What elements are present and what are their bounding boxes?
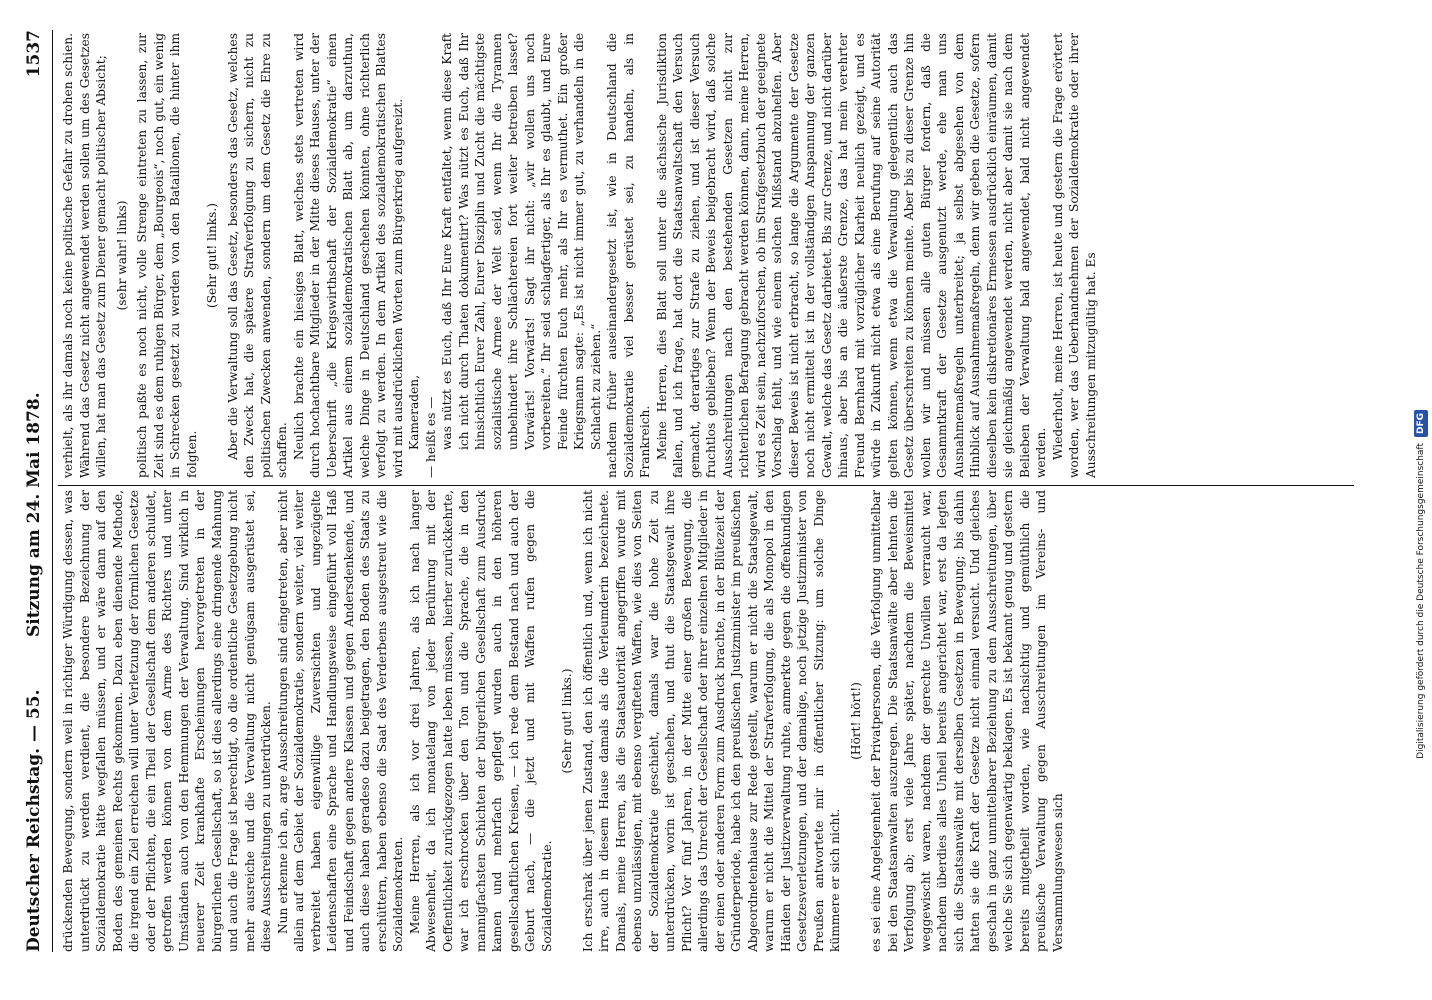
paragraph: drückenden Bewegung, sondern weil in richtiger Würdigung dessen, was unterdrückt zu werden verdient, die besondere Bezeichnung der Sozialdemokratie hätte wegfallen müssen, und er wäre dann auf den Boden des gemeinen Rechts gekommen. Dazu eben dienende Methode, die irgend ein Ziel erreichen will unter Verletzung der förmlichen Gesetze oder der Pflichten, die ein Theil der Gesellschaft dem anderen schuldet, getroffen werden können von dem Arme des Richters und unter Umständen auch von den Hemmungen der Verwaltung. Sind wirklich in neuerer Zeit krankhafte Erscheinungen hervorgetreten in der bürgerlichen Gesellschaft, so ist dies allerdings eine dringende Mahnung und auch die Frage ist berechtigt, ob die ordentliche Gesetzgebung nicht mehr ausreiche und die Verwaltung nicht genügsam ausgerüstet sei, diese Ausschreitungen zu unterdrücken. [61, 490, 273, 952]
column-divider [58, 485, 1354, 486]
quote-lead: — heißt es — [423, 396, 438, 478]
interjection: (Sehr gut! links.) [560, 668, 574, 774]
interjection: (sehr wahr! links) [114, 200, 129, 311]
dfg-logo: DFG [1414, 410, 1428, 437]
left-text-column [60, 490, 1354, 952]
paragraph: Meine Herren, dies Blatt soll unter die sächsische Jurisdiktion fallen, und ich frage, hat dort die Staatsanwaltschaft den Versuch gemacht, derartiges zur Strafe zu ziehen, und ist dieser Versuch fruchtlos geblieben? Wenn der Beweis beigebracht wird, daß solche Ausschreitungen nach den bestehenden Gesetzen nicht zur richterlichen Befragung gebracht werden können, dann, meine Herren, wird es Zeit sein, nachzuforschen, ob im Strafgesetzbuch der geeignete Vorschlag fehlt, und wie einem solchen Mißstand abzuhelfen. Aber dieser Beweis ist nicht erbracht, so lange die Argumente der Gesetze noch nicht ermittelt ist in der vollständigen Anspannung der ganzen Gewalt, welche das Gesetz darbietet. Bis zur Grenze, und nicht darüber hinaus, aber bis an die äußerste Grenze, das hat mein verehrter Freund Bernhard mit vorzüglicher Klarheit neulich gezeigt, und es würde in Zukunft nicht etwa als eine Berufung auf seine Autorität gelten können, wenn etwa die Verwaltung gelegentlich auch das Gesetz überschreiten zu können meinte. Aber bis zu dieser Grenze hin wollen wir und müssen alle guten Bürger fordern, daß die Gesammtkraft der Gesetze ausgenutzt werde, ehe man uns Ausnahmemaßregeln unterbreitet; ja selbst abgesehen von dem Hinblick auf Ausnahmemaßregeln, denn wir geben die Gesetze, sofern dieselben kein diskretionäres Ermessen ausdrücklich einräumen, damit sie gleichmäßig angewendet werden, nicht aber damit sie nach dem Belieben der Verwaltung bald angewendet, bald nicht angewendet werden. [654, 33, 1048, 478]
header-publication: Deutscher Reichstag. — 55. [24, 689, 44, 952]
paragraph: Meine Herren, als ich vor drei Jahren, als ich nach langer Abwesenheit, da ich monatelang von jeder Berührung mit der Oeffentlichkeit zurückgezogen hatte leben müssen, hierher zurückkehrte, war ich erschrocken über den Ton und die Sprache, die in den mannigfachsten Schichten der bürgerlichen Gesellschaft zum Ausdruck kamen und mehrfach gepflegt wurden auch in den höheren gesellschaftlichen Kreisen, — ich rede dem Bestand nach und auch der Geburt nach, — die jetzt und mit Waffen rufen gegen die Sozialdemokratie. [407, 490, 554, 952]
right-text-column [60, 33, 1354, 478]
quote-text: was nützt es Euch, daß Ihr Eure Kraft entfaltet, wenn diese Kraft ich nicht durch Thaten dokumentirt? Was nützt es Euch, daß Ihr hinsichtlich Eurer Zahl, Eurer Disziplin und Zucht die mächtigste sozialistische Armee der Welt seid, wenn Ihr die Tyrannen unbehindert ihre Schlächtereien fort weiter betreiben lasset? Vorwärts! Vorwärts! Sagt ihr nicht: „wir wollen uns noch vorbereiten.“ Ihr seid schlagfertiger, als Ihr es glaubt, und Eure Feinde fürchten Euch mehr, als Ihr es vermuthet. Ein großer Kriegsmann sagte: „Es ist nicht immer gut, zu verhandeln in die Schlacht zu ziehen.“ [440, 33, 603, 450]
paragraph: es sei eine Angelegenheit der Privatpersonen, die Verfolgung unmittelbar bei den Staatsanwalten auszuregen. Die Staatsanwälte aber lehnten die Verfolgung ab; erst viele Jahre später, nachdem die Beweismittel weggewischt waren, nachdem der gerechte Unwillen verraucht war, nachdem überdies alles Unheil bereits angerichtet war, erst da legten sich die Staatsanwälte mit derselben Gesetzen in Bewegung; bis dahin hatten sie die Kraft der Gesetze nicht einmal versucht. Und gleiches geschah in ganz unmittelbarer Beziehung zu dem Ausschreitungen, über welche Sie sich gegenwärtig beklagen. Es ist bekannt genug und gestern bereits mitgetheilt worden, wie nachsichtig und gemüthlich die preußische Verwaltung gegen Ausschreitungen im Vereins- und Versammlungswesen sich [869, 490, 1065, 952]
paragraph: politisch paßte es noch nicht, volle Strenge eintreten zu lassen, zur Zeit sind es dem ruhigen Bürger, dem „Bourgeois“, noch gut, ein wenig in Schrecken gesetzt zu werden von den Bataillonen, die hinter ihm folgten. [135, 33, 199, 478]
page-header [22, 30, 53, 952]
header-page-number: 1537 [24, 30, 44, 78]
header-session-date: Sitzung am 24. Mai 1878. [24, 392, 44, 637]
interjection: (Hört! hört!) [848, 682, 863, 760]
paragraph: nachdem früher auseinandergesetzt ist, wie in Deutschland die Sozialdemokratie viel besser gerüstet sei, zu handeln, als in Frankreich. [605, 33, 652, 478]
quote-salutation: Kameraden, [407, 375, 421, 450]
paragraph: Neulich brachte ein hiesiges Blatt, welches stets vertreten wird durch hochachtbare Mitglieder in der Mitte dieses Hauses, unter der Ueberschrift „die Kriegswirthschaft der Sozialdemokratie“ einen Artikel aus einem sozialdemokratischen Blatt ab, um darzuthun, welche Dinge in Deutschland geschehen könnten, ohne richterlich verfolgt zu werden. In dem Artikel des sozialdemokratischen Blattes wird mit ausdrücklichen Worten zum Bürgerkrieg aufgereizt. [291, 33, 405, 478]
credit-text: Digitalisierung gefördert durch die Deutsche Forschungsgemeinschaft [1416, 443, 1426, 759]
paragraph: Ich erschrak über jenen Zustand, den ich öffentlich und, wenn ich nicht irre, auch in diesem Hause damals als die Verleumderin bezeichnete. Damals, meine Herren, als die Staatsautorität angegriffen wurde mit ebenso unzulässigen, mit ebenso vergifteten Waffen, wie dies von Seiten der Sozialdemokratie geschieht, damals war die hohe Zeit zu unterdrücken, worin ist geschehen, und thut die Staatsgewalt ihre Pflicht? Vor fünf Jahren, in der Mitte einer großen Bewegung, die allerdings das Unrecht der Gesellschaft oder ihrer einzelnen Mitglieder in der einen oder anderen Form zum Ausdruck brachte, in der Blütezeit der Gründerperiode, habe ich den preußischen Justizminister im preußischen Abgeordnetenhause zur Rede gestellt, warum er nicht die Staatsgewalt, warum er nicht die Mittel der Strafverfolgung, die als Monopol in den Händen der Justizverwaltung ruhte, anmerkte gegen die offenkundigen Gesetzesverletzungen, und der damalige, noch jetzige Justizminister von Preußen antwortete mir in öffentlicher Sitzung: um solche Dinge kümmere er sich nicht. [580, 490, 842, 952]
paragraph: Nun erkenne ich an, arge Ausschreitungen sind eingetreten, aber nicht allein auf dem Gebiet der Sozialdemokratie, sondern weiter, viel weiter verbreitet haben eigenwillige Zuversichten und ungezügelte Leidenschaften eine Sprache und Handlungsweise eingeführt voll Haß und Feindschaft gegen andere Klassen und gegen Andersdenkende, und auch diese haben geradeso dazu beigetragen, den Boden des Staats zu erschüttern, haben ebenso die Saat des Verderbens ausgestreut wie die Sozialdemokraten. [275, 490, 405, 952]
paragraph: Wiederholt, meine Herren, ist heute und gestern die Frage erörtert worden, wer das Ueberhandnehmen der Sozialdemokratie oder ihrer Ausschreitungen mitzugültig hat. Es [1050, 33, 1098, 478]
paragraph: verhielt, als ihr damals noch keine politische Gefahr zu drohen schien. Während das Gesetz nicht angewendet werden sollen um des Gesetzes willen, hat man das Gesetz zum Diener gemacht politischer Absicht; [61, 33, 108, 478]
interjection: (Sehr gut! links.) [205, 202, 219, 309]
digitization-credit-strip [1410, 0, 1432, 1000]
paragraph: Aber die Verwaltung soll das Gesetz, besonders das Gesetz, welches den Zweck hat, die spätere Strafverfolgung zu sichern, nicht zu politischen Zwecken anwenden, sondern um dem Gesetz die Ehre zu schaffen. [225, 33, 289, 478]
